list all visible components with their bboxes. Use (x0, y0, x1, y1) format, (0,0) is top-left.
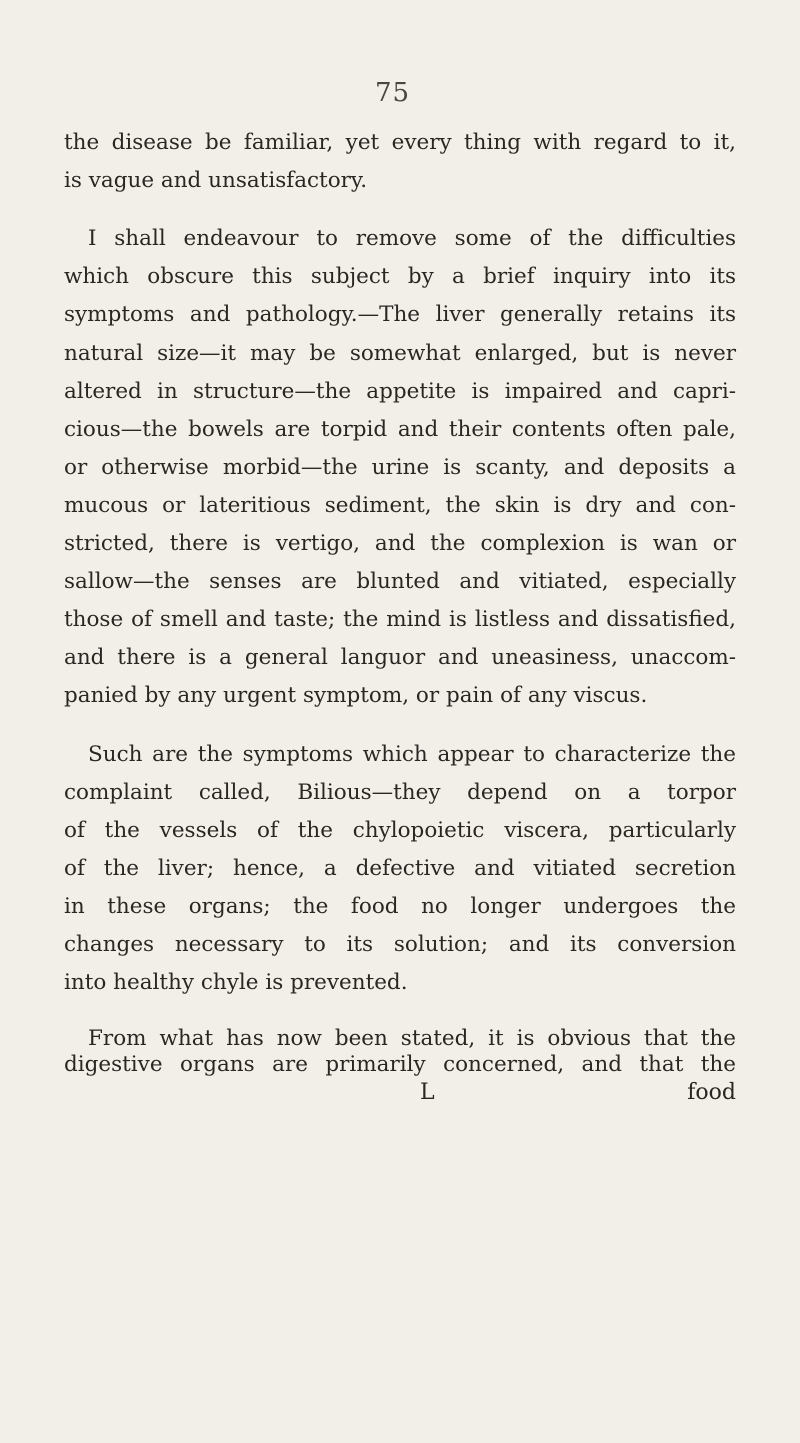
text-line: Such are the symptoms which appear to characterize the (88, 742, 736, 767)
text-line: or otherwise morbid—the urine is scanty, and deposits a (64, 455, 736, 480)
text-line: sallow—the senses are blunted and vitiated, especially (64, 569, 736, 594)
text-line: which obscure this subject by a brief inquiry into its (64, 264, 736, 289)
text-line: of the vessels of the chylopoietic viscera, particularly (64, 818, 736, 843)
text-line: symptoms and pathology.—The liver generally retains its (64, 302, 736, 327)
text-line: stricted, there is vertigo, and the complexion is wan or (64, 531, 736, 556)
text-line: into healthy chyle is prevented. (64, 970, 408, 995)
text-line: mucous or lateritious sediment, the skin is dry and con- (64, 493, 736, 518)
signature-mark: L (420, 1080, 435, 1105)
text-line: panied by any urgent symptom, or pain of any viscus. (64, 683, 648, 708)
text-line: altered in structure—the appetite is impaired and capri- (64, 379, 736, 404)
text-line: those of smell and taste; the mind is listless and dissatisfied, (64, 607, 736, 632)
text-line: changes necessary to its solution; and its conversion (64, 932, 736, 957)
text-line: and there is a general languor and uneasiness, unaccom- (64, 645, 736, 670)
text-line: is vague and unsatisfactory. (64, 168, 368, 193)
text-line: of the liver; hence, a defective and vitiated secretion (64, 856, 736, 881)
text-line: natural size—it may be somewhat enlarged, but is never (64, 341, 736, 366)
text-line: complaint called, Bilious—they depend on a torpor (64, 780, 736, 805)
text-line: in these organs; the food no longer undergoes the (64, 894, 736, 919)
page-number: 75 (375, 78, 411, 108)
catchword: food (687, 1080, 736, 1105)
text-line: digestive organs are primarily concerned, and that the (64, 1052, 736, 1077)
text-line: I shall endeavour to remove some of the difficulties (88, 226, 736, 251)
text-line: cious—the bowels are torpid and their contents often pale, (64, 417, 736, 442)
text-line: From what has now been stated, it is obvious that the (88, 1026, 736, 1051)
text-line: the disease be familiar, yet every thing with regard to it, (64, 130, 736, 155)
